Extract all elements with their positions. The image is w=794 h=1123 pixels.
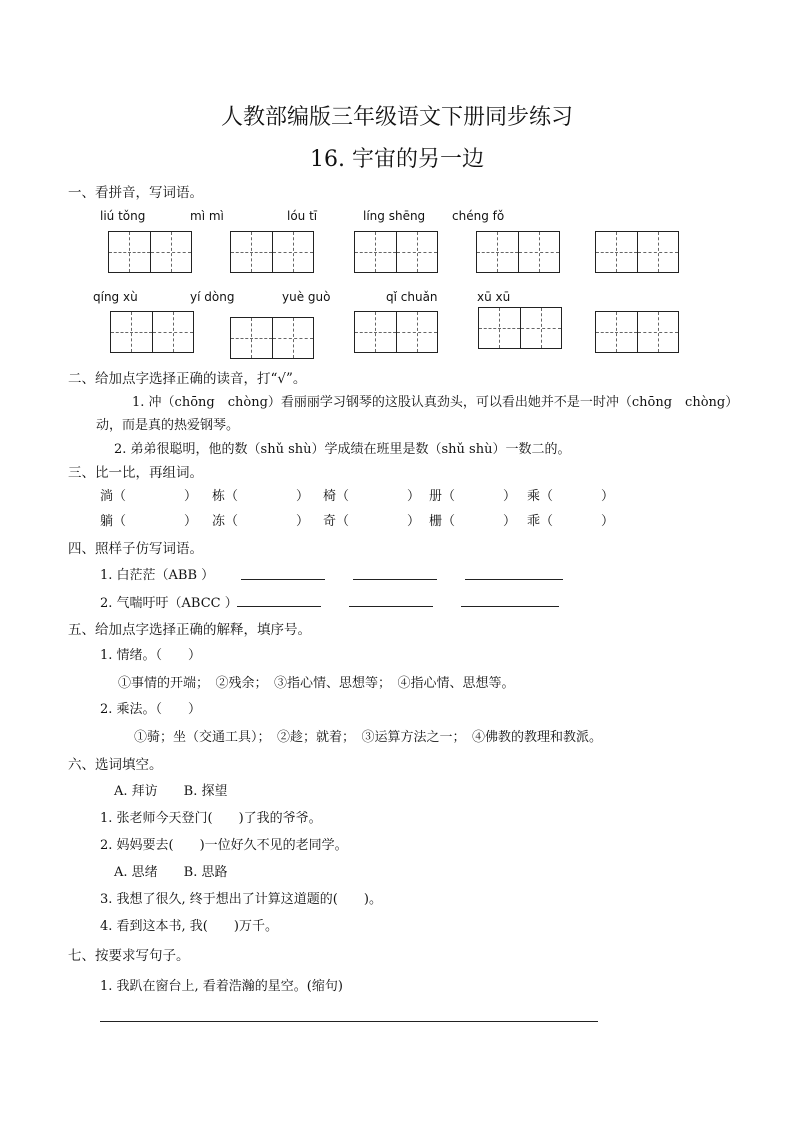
question-text: 3. 我想了很久, 终于想出了计算这道题的( )。 (100, 892, 382, 907)
question-text: 1. 张老师今天登门( )了我的爷爷。 (100, 811, 322, 826)
char-compare-item: 栅（ ） (429, 514, 517, 529)
question-text: 动，而是真的热爱钢琴。 (96, 418, 240, 433)
question-text: 1. 白茫茫（ABB ） (100, 568, 215, 583)
question-text: 4. 看到这本书, 我( )万千。 (100, 919, 278, 934)
writing-grid[interactable] (476, 231, 560, 273)
section-6-heading: 六、选词填空。 (68, 757, 163, 773)
pinyin-label: xū xū (477, 290, 511, 304)
page-title: 人教部编版三年级语文下册同步练习 (220, 105, 573, 130)
answer-line[interactable] (241, 579, 325, 580)
char-compare-item: 椅（ ） (323, 489, 421, 504)
section-1-heading: 一、看拼音，写词语。 (68, 185, 203, 201)
section-7-heading: 七、按要求写句子。 (68, 948, 190, 964)
option-list: ①骑；坐（交通工具）； ②趁；就着； ③运算方法之一； ④佛教的教理和教派。 (134, 730, 603, 745)
writing-grid[interactable] (595, 311, 679, 353)
writing-grid[interactable] (354, 311, 438, 353)
char-compare-item: 栋（ ） (212, 489, 310, 504)
answer-line[interactable] (461, 606, 559, 607)
char-compare-item: 冻（ ） (212, 514, 310, 529)
pinyin-label: líng shēng (363, 209, 426, 223)
writing-grid[interactable] (478, 307, 562, 349)
pinyin-label: qíng xù (93, 290, 138, 304)
pinyin-label: chéng fǒ (452, 209, 505, 223)
answer-line[interactable] (100, 1021, 598, 1022)
writing-grid[interactable] (354, 231, 438, 273)
question-text: 2. 气喘吁吁（ABCC ） (100, 596, 238, 611)
char-compare-item: 册（ ） (429, 489, 517, 504)
question-text: 2. 乘法。（ ） (100, 702, 202, 717)
writing-grid[interactable] (595, 231, 679, 273)
question-text: 1. 情绪。（ ） (100, 648, 202, 663)
question-text: 2. 弟弟很聪明，他的数（shǔ shù）学成绩在班里是数（shǔ shù）一数二的。 (114, 442, 571, 457)
question-text: 2. 妈妈要去( )一位好久不见的老同学。 (100, 838, 348, 853)
page-subtitle: 16. 宇宙的另一边 (310, 147, 484, 172)
section-5-heading: 五、给加点字选择正确的解释，填序号。 (68, 622, 311, 638)
section-2-heading: 二、给加点字选择正确的读音，打“√”。 (68, 371, 307, 387)
char-compare-item: 淌（ ） (100, 489, 198, 504)
answer-line[interactable] (465, 579, 563, 580)
pinyin-label: yuè guò (282, 290, 331, 304)
writing-grid[interactable] (230, 231, 314, 273)
char-compare-item: 乘（ ） (527, 489, 615, 504)
writing-grid[interactable] (108, 231, 192, 273)
writing-grid[interactable] (110, 311, 194, 353)
answer-line[interactable] (353, 579, 437, 580)
char-compare-item: 乖（ ） (527, 514, 615, 529)
option-list: ①事情的开端； ②残余； ③指心情、思想等； ④指心情、思想等。 (118, 676, 515, 691)
section-3-heading: 三、比一比，再组词。 (68, 465, 203, 481)
pinyin-label: lóu tī (287, 209, 318, 223)
word-options: A. 拜访 B. 探望 (114, 784, 228, 799)
word-options: A. 思绪 B. 思路 (114, 865, 228, 880)
answer-line[interactable] (237, 606, 321, 607)
section-4-heading: 四、照样子仿写词语。 (68, 541, 203, 557)
pinyin-label: liú tǒng (100, 209, 146, 223)
answer-line[interactable] (349, 606, 433, 607)
pinyin-label: qǐ chuǎn (386, 290, 438, 304)
pinyin-label: yí dòng (190, 290, 235, 304)
writing-grid[interactable] (230, 317, 314, 359)
char-compare-item: 奇（ ） (323, 514, 421, 529)
pinyin-label: mì mì (190, 209, 224, 223)
char-compare-item: 躺（ ） (100, 514, 198, 529)
question-text: 1. 冲（chōng chòng）看丽丽学习钢琴的这股认真劲头，可以看出她并不是一时冲（chōng chòng） (132, 395, 739, 410)
question-text: 1. 我趴在窗台上, 看着浩瀚的星空。(缩句) (100, 979, 343, 994)
